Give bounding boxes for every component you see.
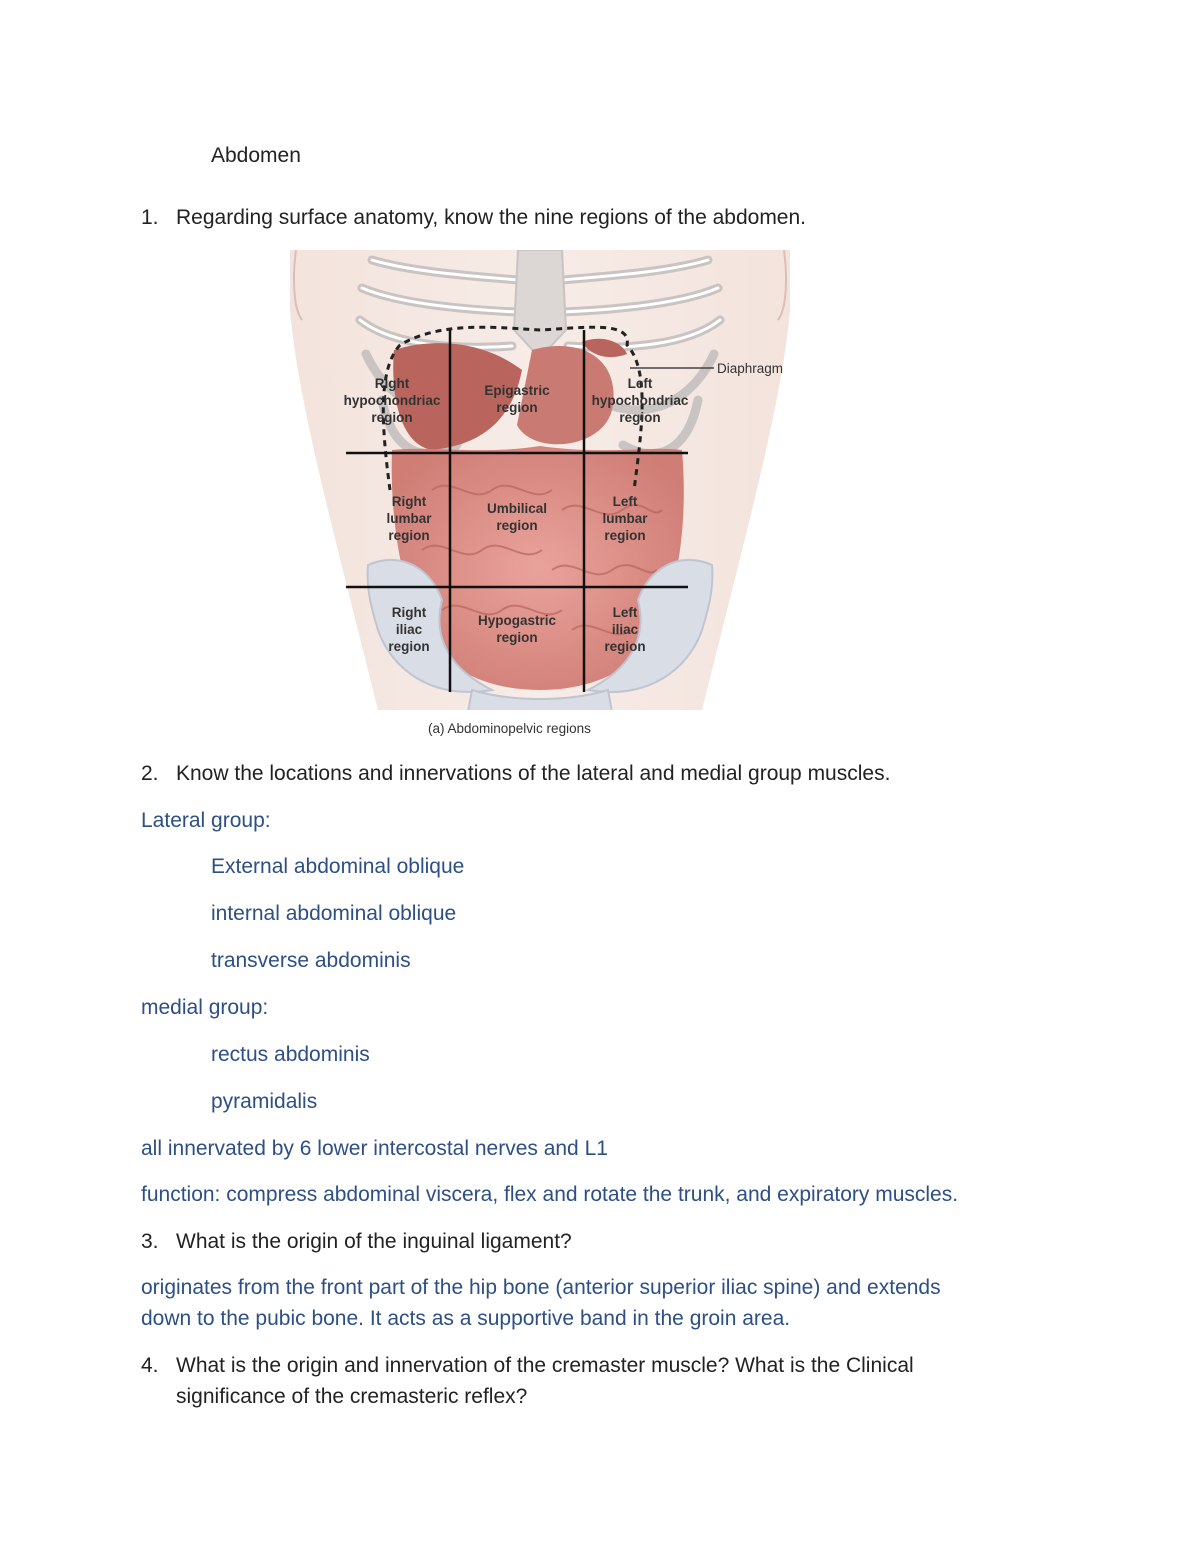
function-text: function: compress abdominal viscera, flex and rotate the trunk, and expiratory muscles. (141, 1183, 959, 1206)
question-4 (141, 1351, 914, 1381)
label-right-iliac: Right iliac region (388, 605, 430, 654)
question-4-line-2: significance of the cremasteric reflex? (176, 1385, 528, 1408)
question-number: 4. (141, 1354, 159, 1377)
lateral-item: External abdominal oblique (211, 855, 465, 878)
question-1 (141, 203, 806, 233)
label-right-hypochondriac: Right hypochondriac region (343, 376, 441, 425)
question-3 (141, 1227, 572, 1257)
answer-3-line-1: originates from the front part of the hip bone (anterior superior iliac spine) and extends (141, 1276, 941, 1299)
question-number: 2. (141, 762, 159, 785)
innervation-text: all innervated by 6 lower intercostal nerves and L1 (141, 1137, 608, 1160)
medial-item: pyramidalis (211, 1090, 318, 1113)
diaphragm-label: Diaphragm (717, 361, 784, 376)
question-text: Regarding surface anatomy, know the nine regions of the abdomen. (176, 206, 806, 229)
question-number: 1. (141, 206, 159, 229)
page-title: Abdomen (211, 144, 301, 167)
label-hypogastric: Hypogastric region (477, 613, 557, 645)
answer-3-line-2: down to the pubic bone. It acts as a supportive band in the groin area. (141, 1307, 791, 1330)
figure-caption: (a) Abdominopelvic regions (428, 721, 591, 736)
label-right-lumbar: Right lumbar region (386, 494, 432, 543)
question-text: What is the origin of the inguinal ligament? (176, 1230, 572, 1253)
label-umbilical: Umbilical region (486, 501, 548, 533)
question-text: Know the locations and innervations of the lateral and medial group muscles. (176, 762, 891, 785)
question-text-line-1: What is the origin and innervation of the cremaster muscle? What is the Clinical (176, 1354, 914, 1377)
label-left-hypochondriac: Left hypochondriac region (591, 376, 689, 425)
lateral-group-heading: Lateral group: (141, 809, 271, 832)
label-epigastric: Epigastric region (484, 383, 550, 415)
label-left-lumbar: Left lumbar region (602, 494, 648, 543)
medial-item: rectus abdominis (211, 1043, 370, 1066)
lateral-item: transverse abdominis (211, 949, 411, 972)
lateral-item: internal abdominal oblique (211, 902, 457, 925)
question-number: 3. (141, 1230, 159, 1253)
label-left-iliac: Left iliac region (604, 605, 646, 654)
question-2 (141, 759, 890, 789)
abdominopelvic-regions-figure (282, 250, 798, 740)
medial-group-heading: medial group: (141, 996, 269, 1019)
